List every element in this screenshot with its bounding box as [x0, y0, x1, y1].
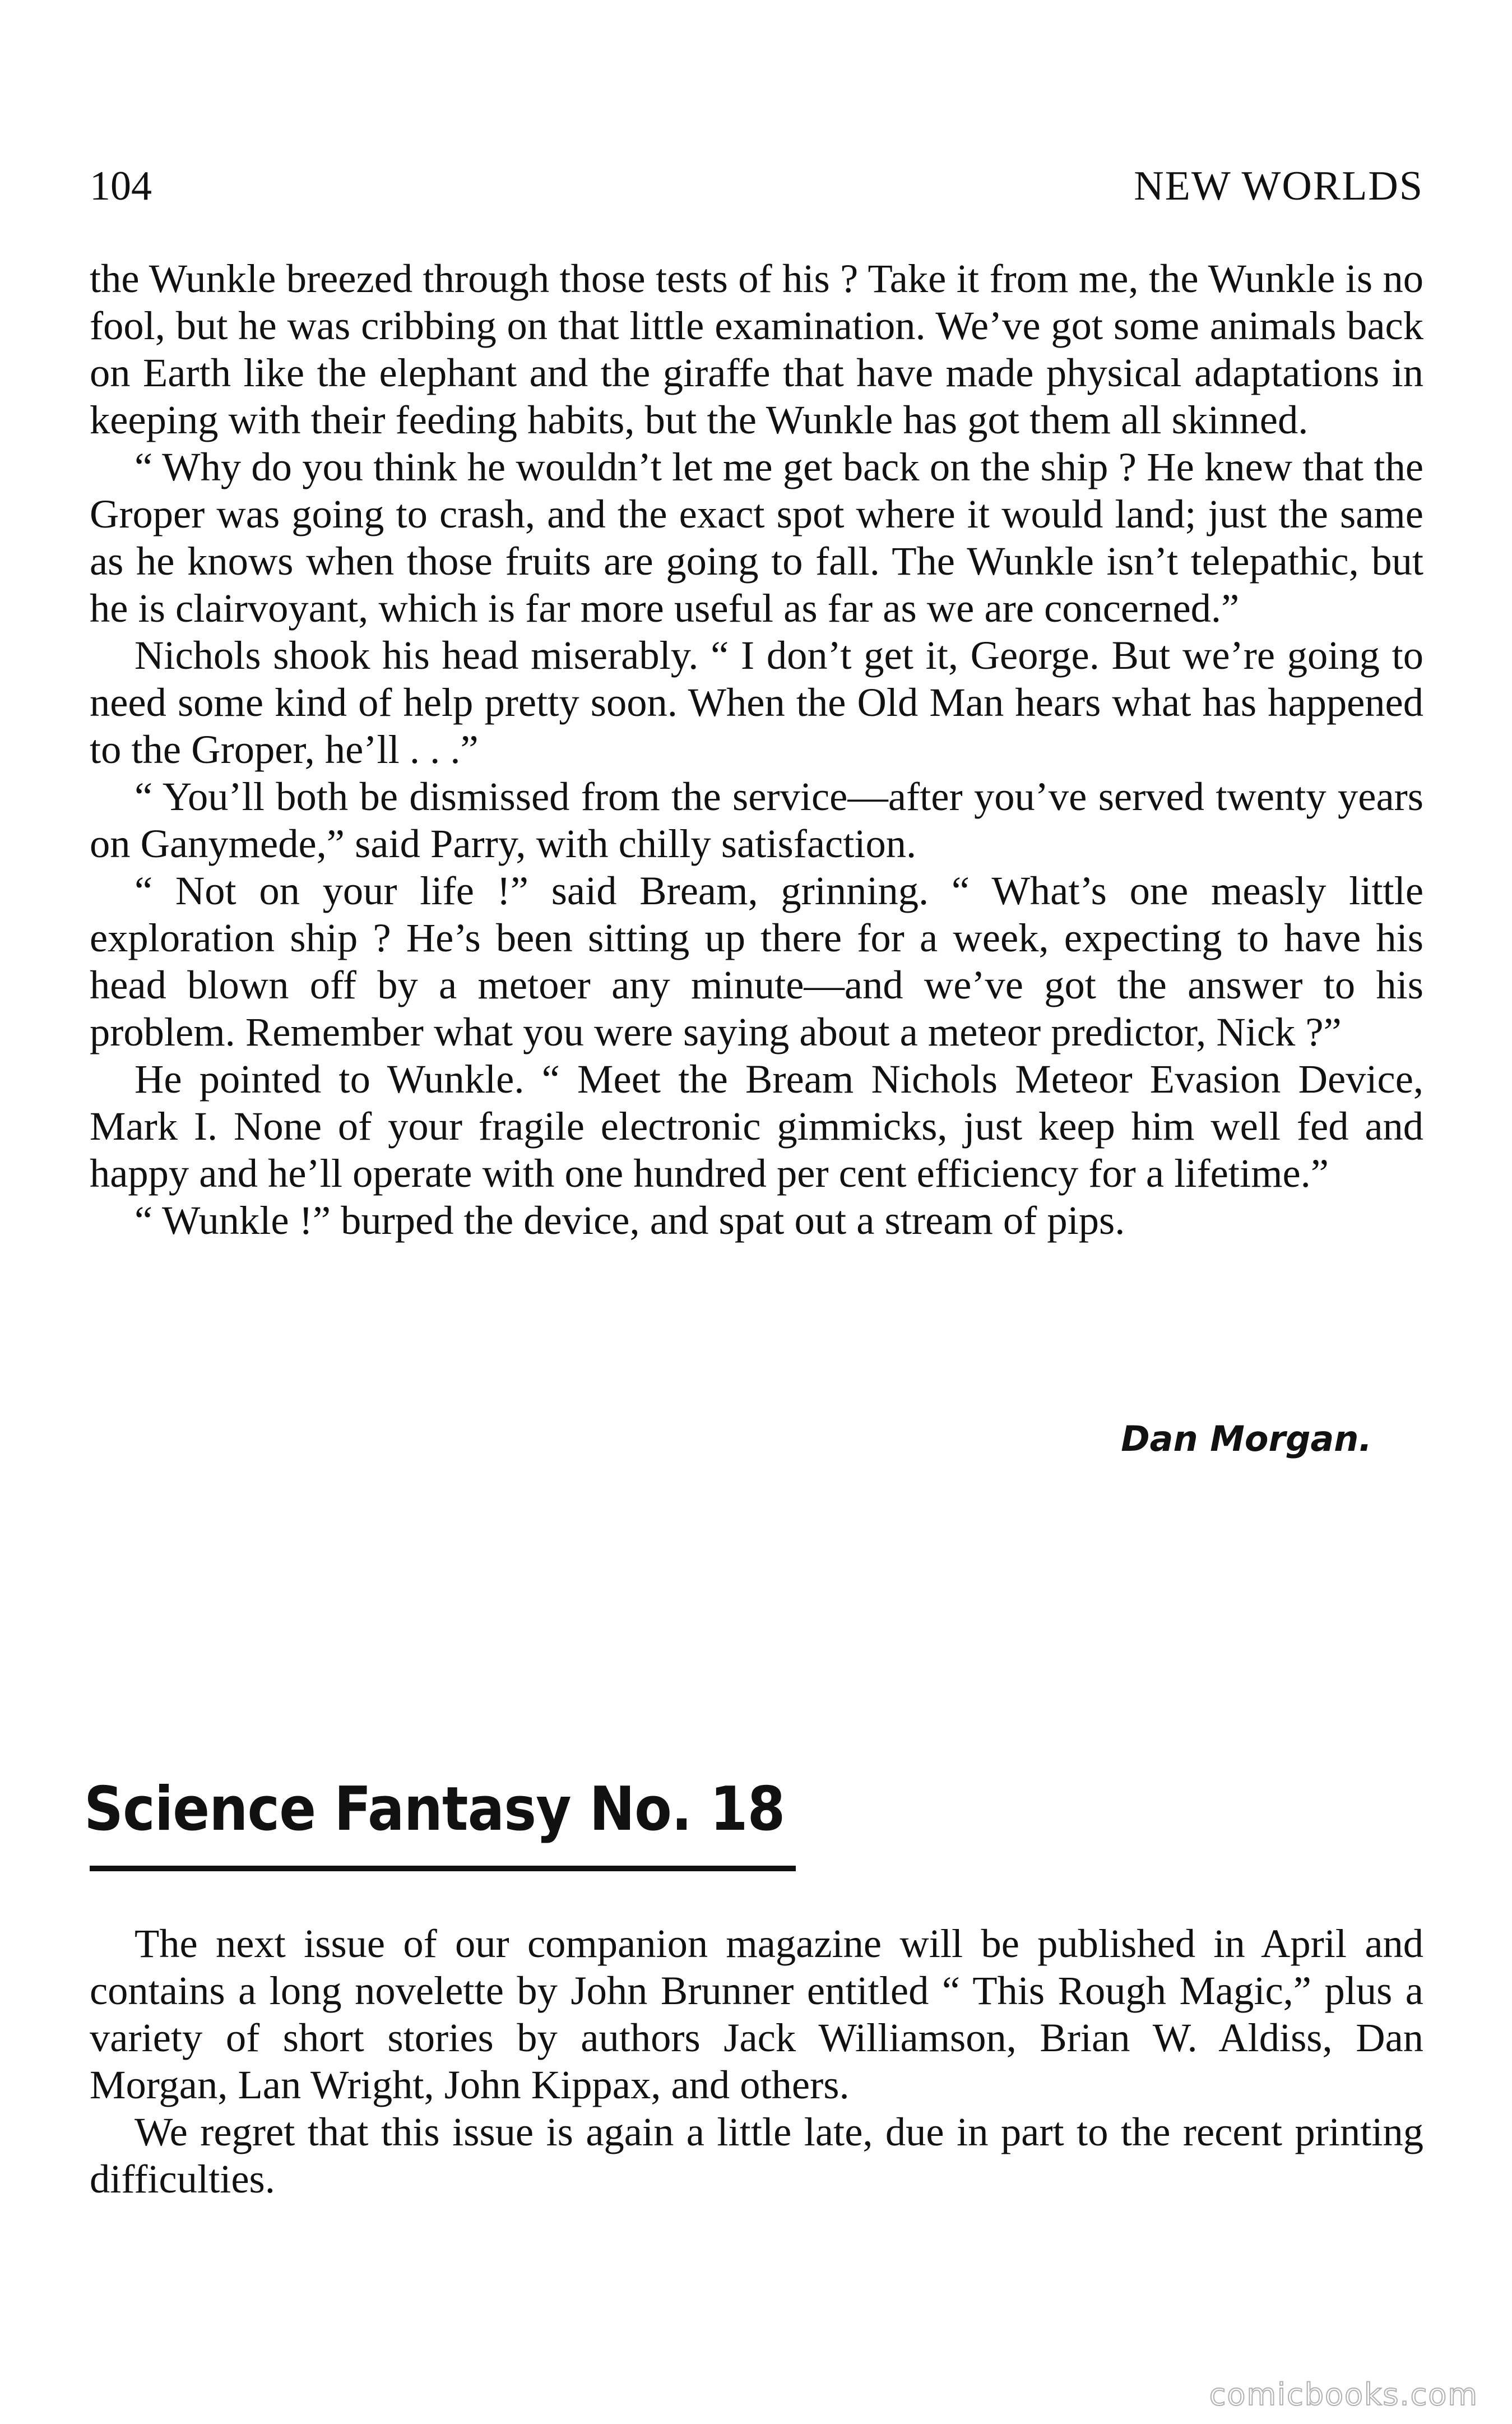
story-paragraph: “ Not on your life !” said Bream, grinning. “ What’s one measly little exploration ship ? He’s been sitting up there for a week, expecting to have his head blown off by a metoer any minute—and we’ve got the answer to his problem. Remember what you were saying about a meteor predictor, Nick ?” — [90, 868, 1423, 1054]
story-paragraph: the Wunkle breezed through those tests of his ? Take it from me, the Wunkle is no fool, but he was cribbing on that little examination. We’ve got some animals back on Earth like the elephant and the giraffe that have made physical adaptations in keeping with their feeding habits, but the Wunkle has got them all skinned. — [90, 256, 1423, 442]
section-heading: Science Fantasy No. 18 — [84, 1774, 785, 1844]
heading-underline — [90, 1866, 796, 1871]
story-paragraph: “ You’ll both be dismissed from the service—after you’ve served twenty years on Ganymede,” said Parry, with chilly satisfaction. — [90, 774, 1423, 866]
story-paragraph: Nichols shook his head miserably. “ I don’t get it, George. But we’re going to need some kind of help pretty soon. When the Old Man hears what has happened to the Groper, he’ll . . .” — [90, 632, 1423, 772]
notice-paragraph: We regret that this issue is again a little late, due in part to the recent printing difficulties. — [90, 2109, 1423, 2201]
notice-text — [90, 1920, 1423, 2203]
page-number: 104 — [90, 163, 152, 209]
story-text — [90, 255, 1423, 1244]
watermark: comicbooks.com — [1209, 2377, 1478, 2412]
author-byline: Dan Morgan. — [1121, 1418, 1372, 1459]
notice-paragraph: The next issue of our companion magazine will be published in April and contains a long novelette by John Brunner entitled “ This Rough Magic,” plus a variety of short stories by authors Jack Williamson, Brian W. Aldiss, Dan Morgan, Lan Wright, John Kippax, and others. — [90, 1921, 1423, 2107]
running-head: NEW WORLDS — [1134, 163, 1423, 209]
story-paragraph: “ Why do you think he wouldn’t let me get back on the ship ? He knew that the Groper was going to crash, and the exact spot where it would land; just the same as he knows when those fruits are going to fall. The Wunkle isn’t telepathic, but he is clairvoyant, which is far more useful as far as we are concerned.” — [90, 444, 1423, 631]
story-paragraph: He pointed to Wunkle. “ Meet the Bream Nichols Meteor Evasion Device, Mark I. None of your fragile electronic gimmicks, just keep him well fed and happy and he’ll operate with one hundred per cent efficiency for a lifetime.” — [90, 1056, 1423, 1196]
story-paragraph: “ Wunkle !” burped the device, and spat out a stream of pips. — [134, 1197, 1125, 1243]
